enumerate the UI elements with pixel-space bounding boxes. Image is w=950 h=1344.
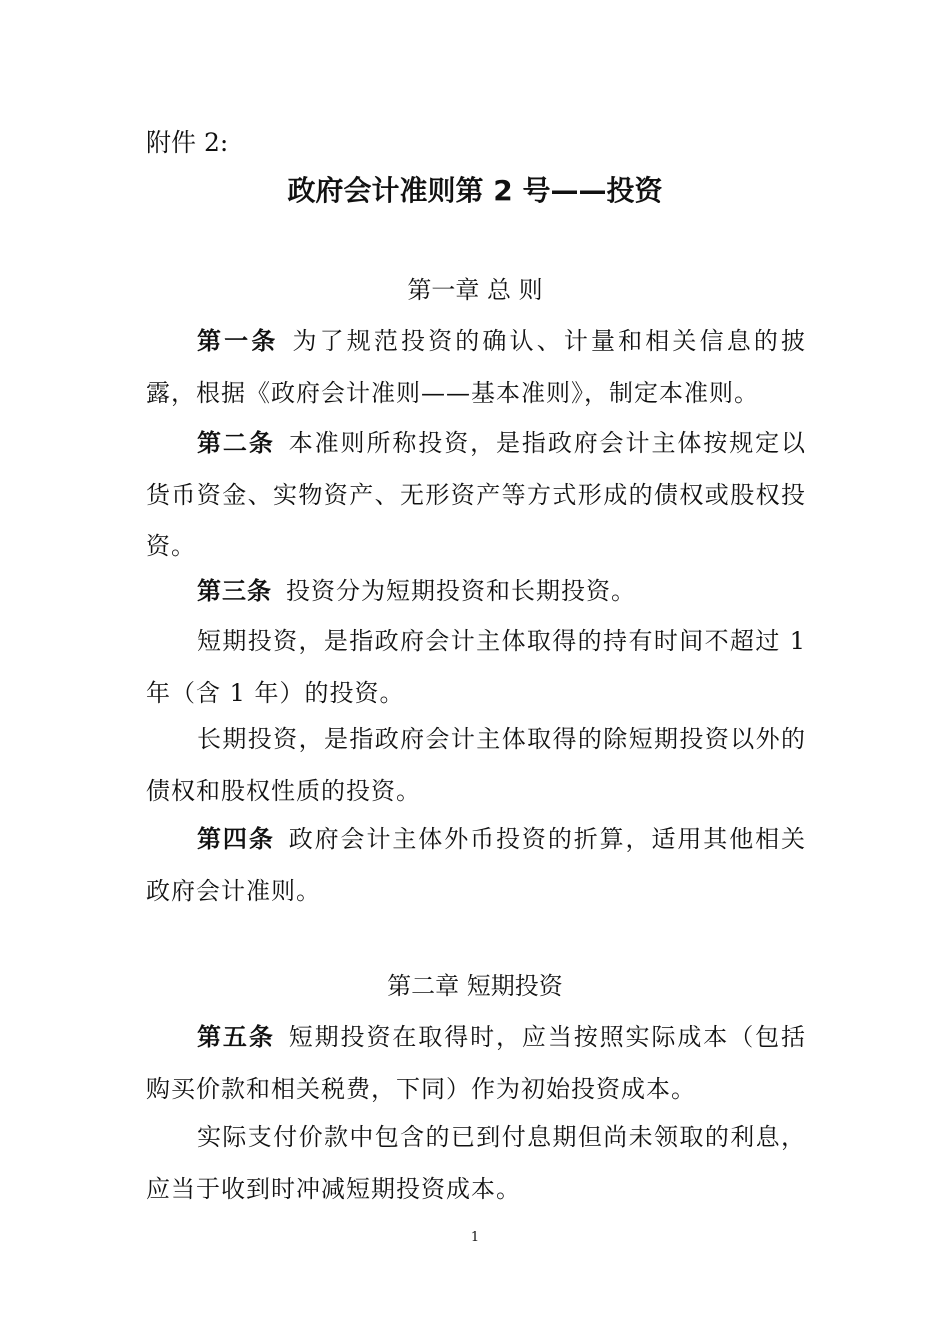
article-number: 第四条 xyxy=(197,825,275,853)
article-paragraph xyxy=(146,814,806,917)
attachment-label: 附件 2: xyxy=(146,128,229,157)
paragraph-text: 实际支付价款中包含的已到付息期但尚未领取的利息，应当于收到时冲减短期投资成本。 xyxy=(146,1123,806,1203)
article-number: 第一条 xyxy=(197,327,279,355)
body-paragraph xyxy=(146,616,806,719)
article-text: 投资分为短期投资和长期投资。 xyxy=(286,577,636,605)
paragraph-text: 长期投资，是指政府会计主体取得的除短期投资以外的债权和股权性质的投资。 xyxy=(146,725,806,805)
chapter-heading-1: 第一章 总 则 xyxy=(407,276,543,304)
article-text: 为了规范投资的确认、计量和相关信息的披露，根据《政府会计准则——基本准则》，制定本准则。 xyxy=(146,327,807,407)
body-paragraph xyxy=(146,714,806,817)
document-title: 政府会计准则第 2 号——投资 xyxy=(287,174,663,207)
article-number: 第三条 xyxy=(197,577,272,605)
page-number: 1 xyxy=(470,1230,480,1245)
body-paragraph xyxy=(146,1112,806,1215)
chapter-heading-2: 第二章 短期投资 xyxy=(387,972,563,1000)
article-paragraph xyxy=(146,566,806,618)
article-paragraph xyxy=(146,418,806,573)
article-paragraph xyxy=(146,316,806,419)
article-text: 政府会计主体外币投资的折算，适用其他相关政府会计准则。 xyxy=(146,825,807,905)
article-text: 短期投资在取得时，应当按照实际成本（包括购买价款和相关税费，下同）作为初始投资成本。 xyxy=(146,1023,807,1103)
article-number: 第二条 xyxy=(197,429,275,457)
paragraph-text: 短期投资，是指政府会计主体取得的持有时间不超过 1 年（含 1 年）的投资。 xyxy=(146,627,806,707)
article-number: 第五条 xyxy=(197,1023,275,1051)
article-text: 本准则所称投资，是指政府会计主体按规定以货币资金、实物资产、无形资产等方式形成的债权或股权投资。 xyxy=(146,429,807,560)
article-paragraph xyxy=(146,1012,806,1115)
